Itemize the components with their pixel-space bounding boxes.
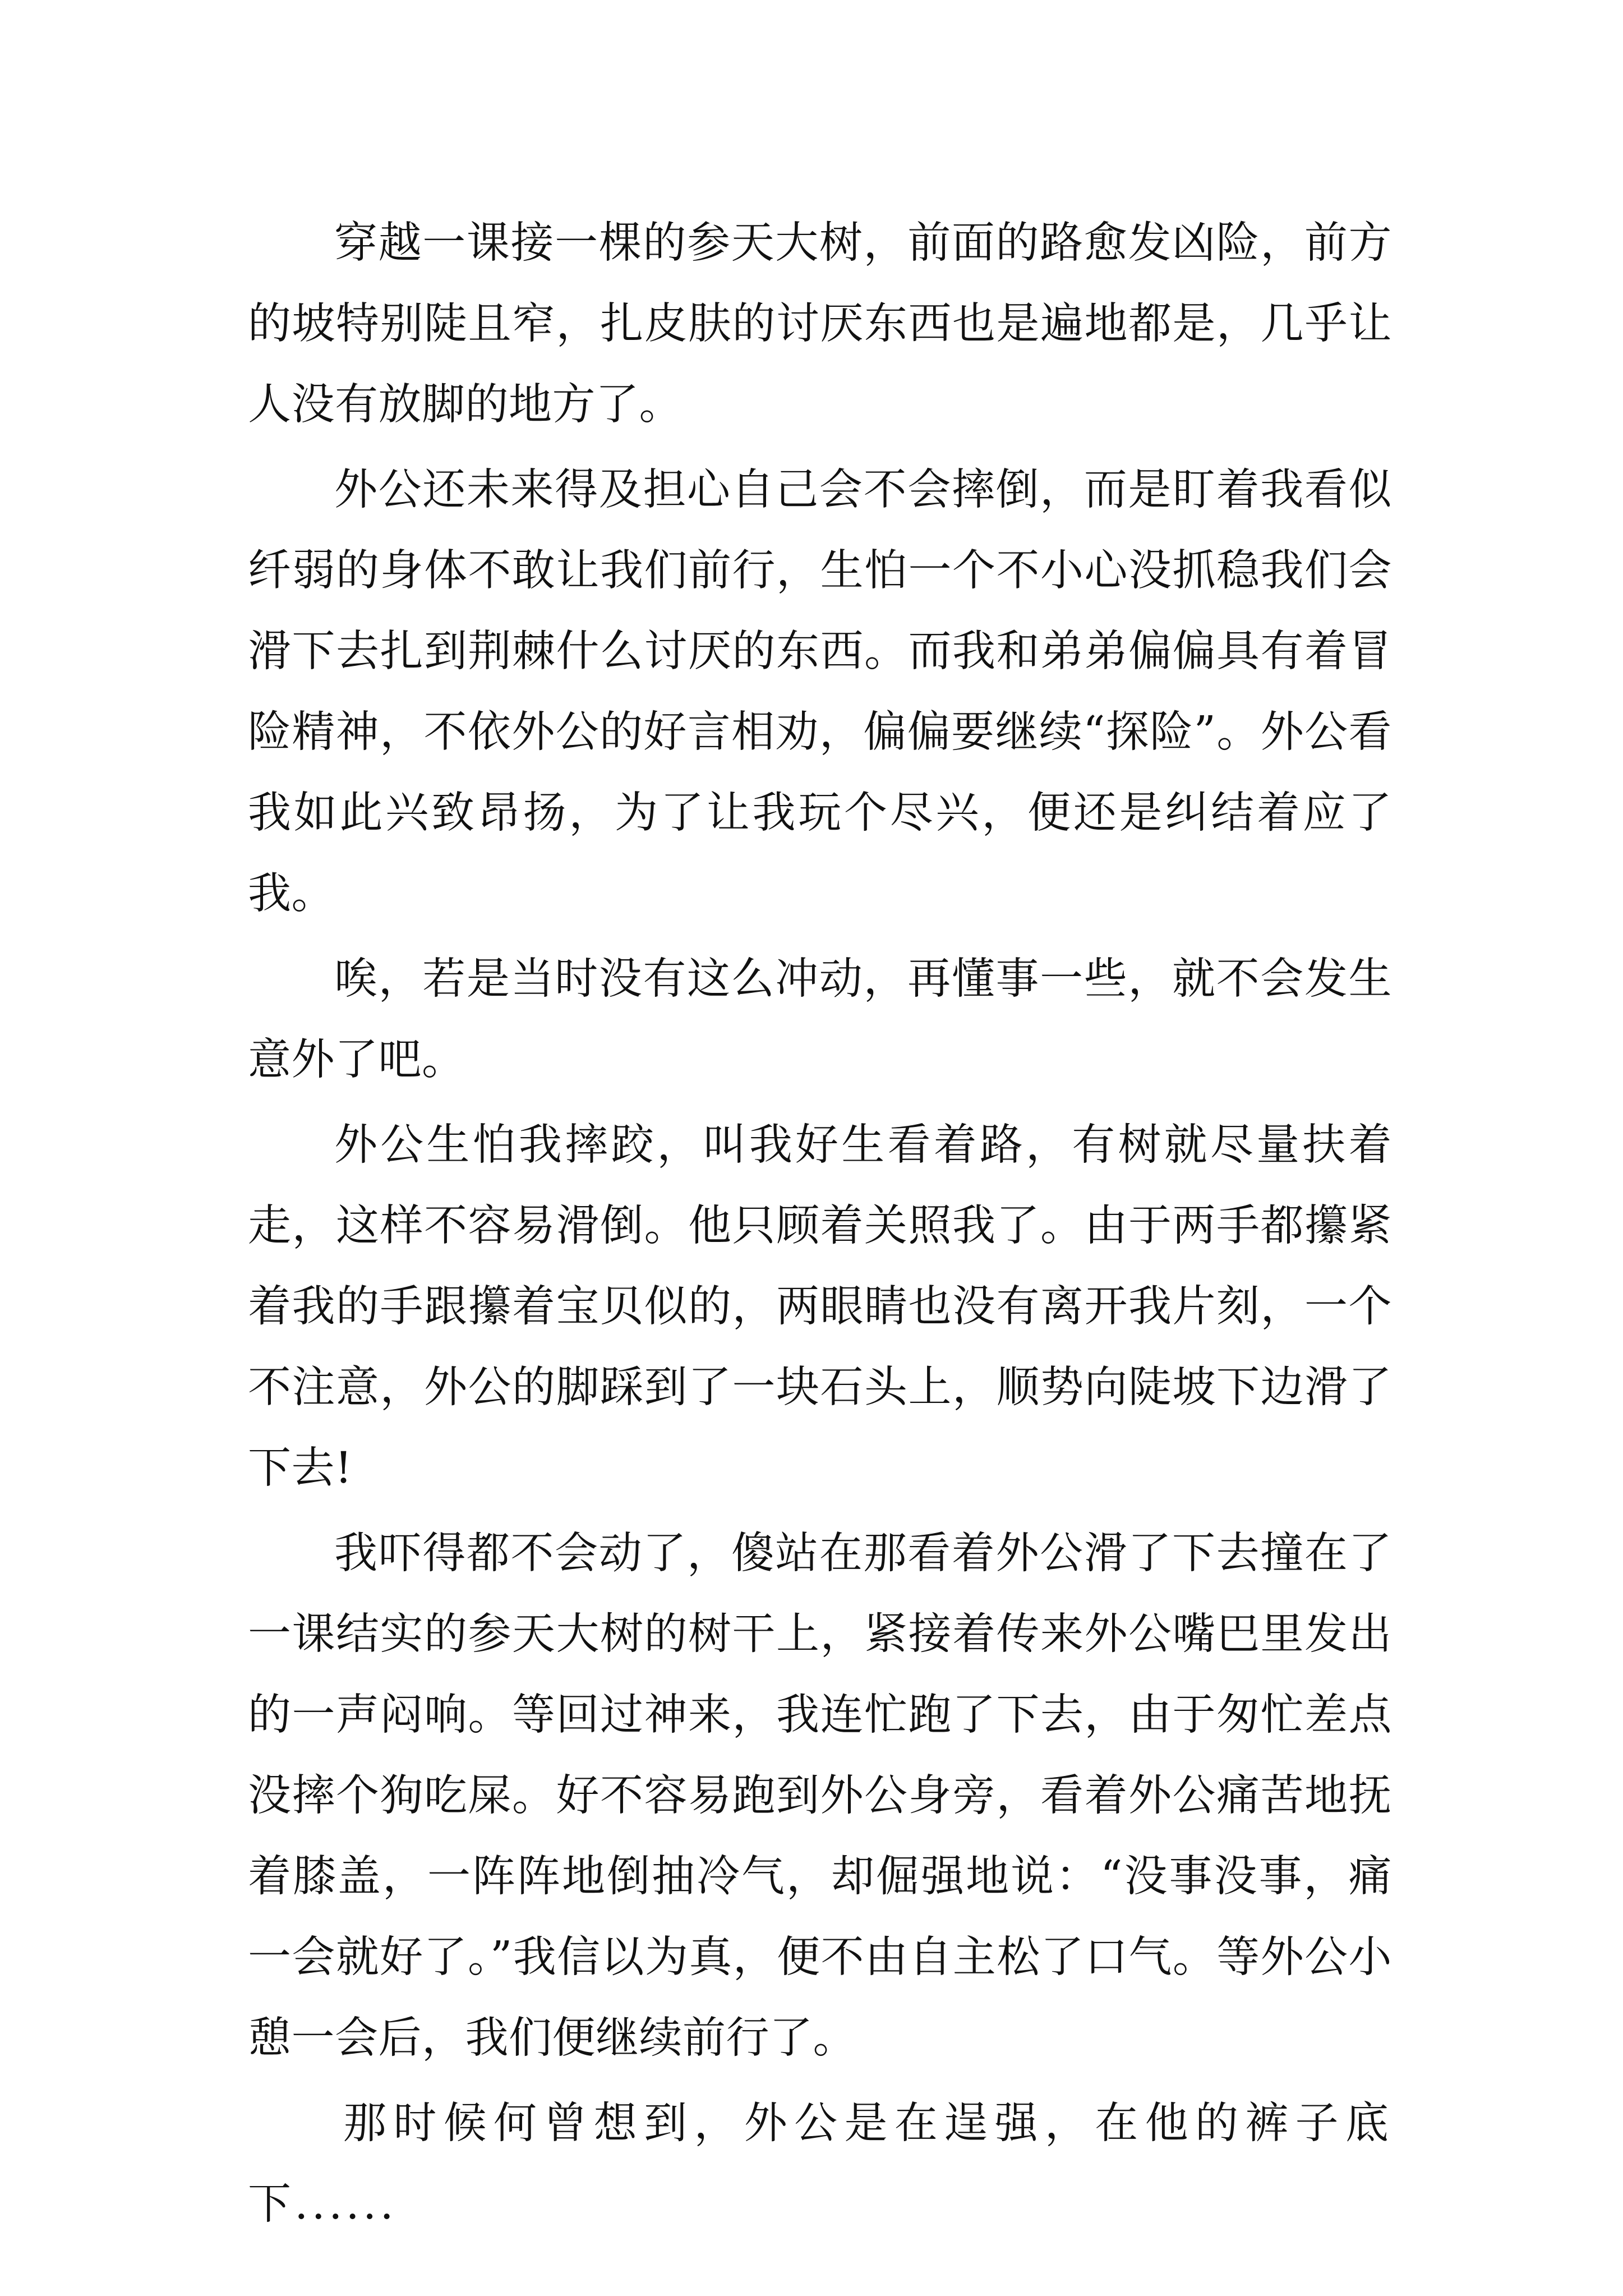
paragraph-2: 外公还未来得及担心自己会不会摔倒，而是盯着我看似纤弱的身体不敢让我们前行，生怕一个不小心没抓稳我们会滑下去扎到荆棘什么讨厌的东西。而我和弟弟偏偏具有着冒险精神，不依外公的好言相劝，偏偏要继续“探险”。外公看我如此兴致昂扬，为了让我玩个尽兴，便还是纠结着应了我。 — [248, 465, 1392, 919]
paragraph-5: 我吓得都不会动了，傻站在那看着外公滑了下去撞在了一课结实的参天大树的树干上，紧接着传来外公嘴巴里发出的一声闷响。等回过神来，我连忙跑了下去，由于匆忙差点没摔个狗吃屎。好不容易跑到外公身旁，看着外公痛苦地抚着膝盖，一阵阵地倒抽冷气，却倔强地说：“没事没事，痛一会就好了。”我信以为真，便不由自主松了口气。等外公小憩一会后，我们便继续前行了。 — [248, 1529, 1392, 2063]
paragraph-1: 穿越一课接一棵的参天大树，前面的路愈发凶险，前方的坡特别陡且窄，扎皮肤的讨厌东西也是遍地都是，几乎让人没有放脚的地方了。 — [248, 218, 1392, 430]
paragraph-4: 外公生怕我摔跤，叫我好生看着路，有树就尽量扶着走，这样不容易滑倒。他只顾着关照我了。由于两手都攥紧着我的手跟攥着宝贝似的，两眼睛也没有离开我片刻，一个不注意，外公的脚踩到了一块石头上，顺势向陡坡下边滑了下去! — [248, 1120, 1392, 1493]
paragraph-3: 唉，若是当时没有这么冲动，再懂事一些，就不会发生意外了吧。 — [248, 954, 1392, 1085]
document-body — [248, 203, 1392, 2245]
paragraph-6: 那时候何曾想到，外公是在逞强，在他的裤子底下...... — [248, 2099, 1392, 2229]
